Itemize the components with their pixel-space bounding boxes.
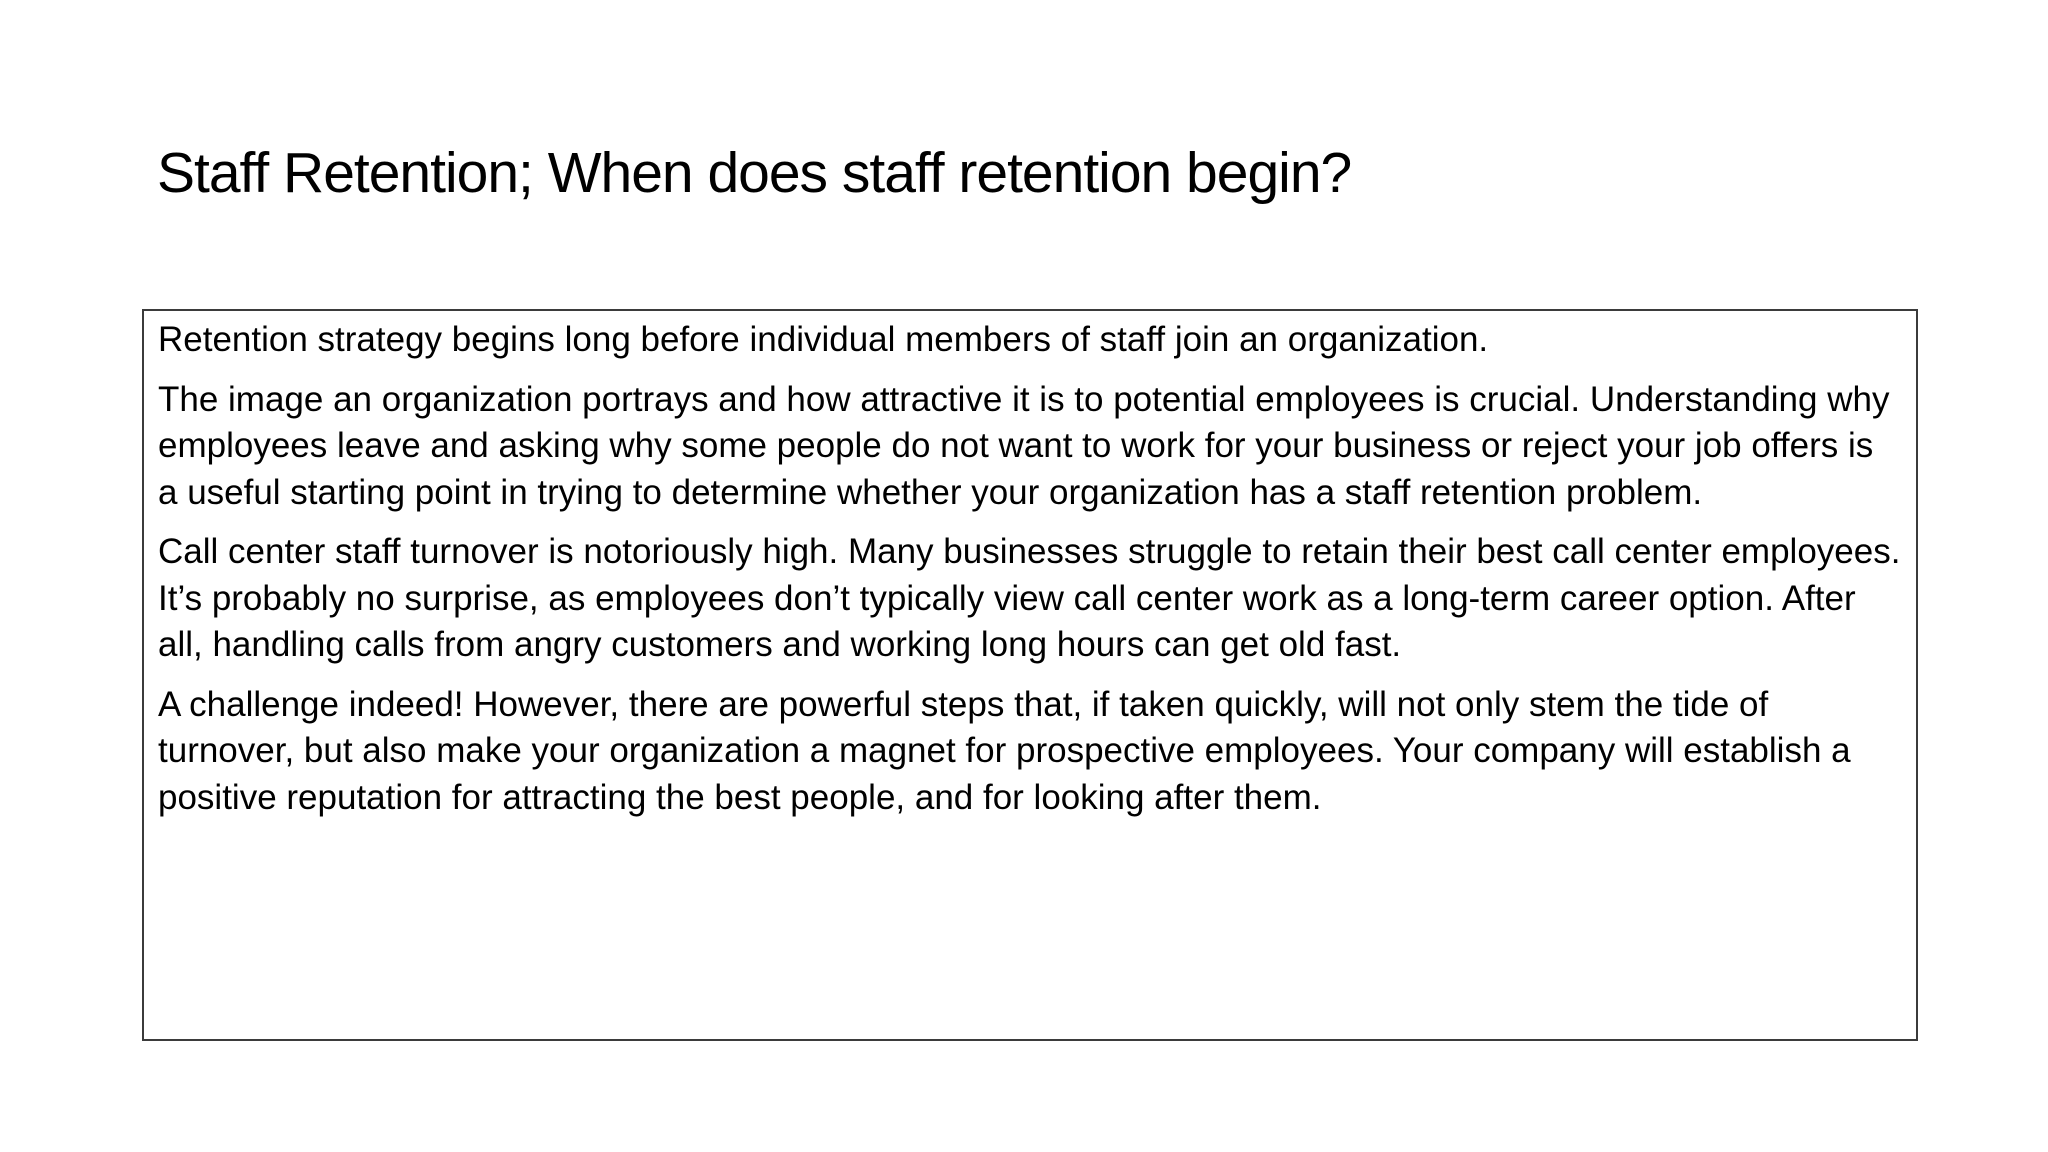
content-text-box[interactable] [142, 309, 1918, 1041]
paragraph-challenge: A challenge indeed! However, there are powerful steps that, if taken quickly, will not only stem the tide of turnover, but also make your organization a magnet for prospective employees. Your company will establish a positive reputation for attracting the best people, and for looking after them. [158, 684, 1851, 817]
paragraph-retention-strategy: Retention strategy begins long before individual members of staff join an organization. [158, 320, 1489, 359]
slide-title: Staff Retention; When does staff retention begin? [157, 141, 1352, 205]
paragraph-organization-image: The image an organization portrays and how attractive it is to potential employees is crucial. Understanding why employees leave and asking why some people do not want to work for your business or reject your job offers is a useful starting point in trying to determine whether your organization has a staff retention problem. [158, 379, 1890, 512]
paragraph-call-center-turnover: Call center staff turnover is notoriously high. Many businesses struggle to retain their best call center employees. It’s probably no surprise, as employees don’t typically view call center work as a long-term career option. After all, handling calls from angry customers and working long hours can get old fast. [158, 532, 1901, 664]
